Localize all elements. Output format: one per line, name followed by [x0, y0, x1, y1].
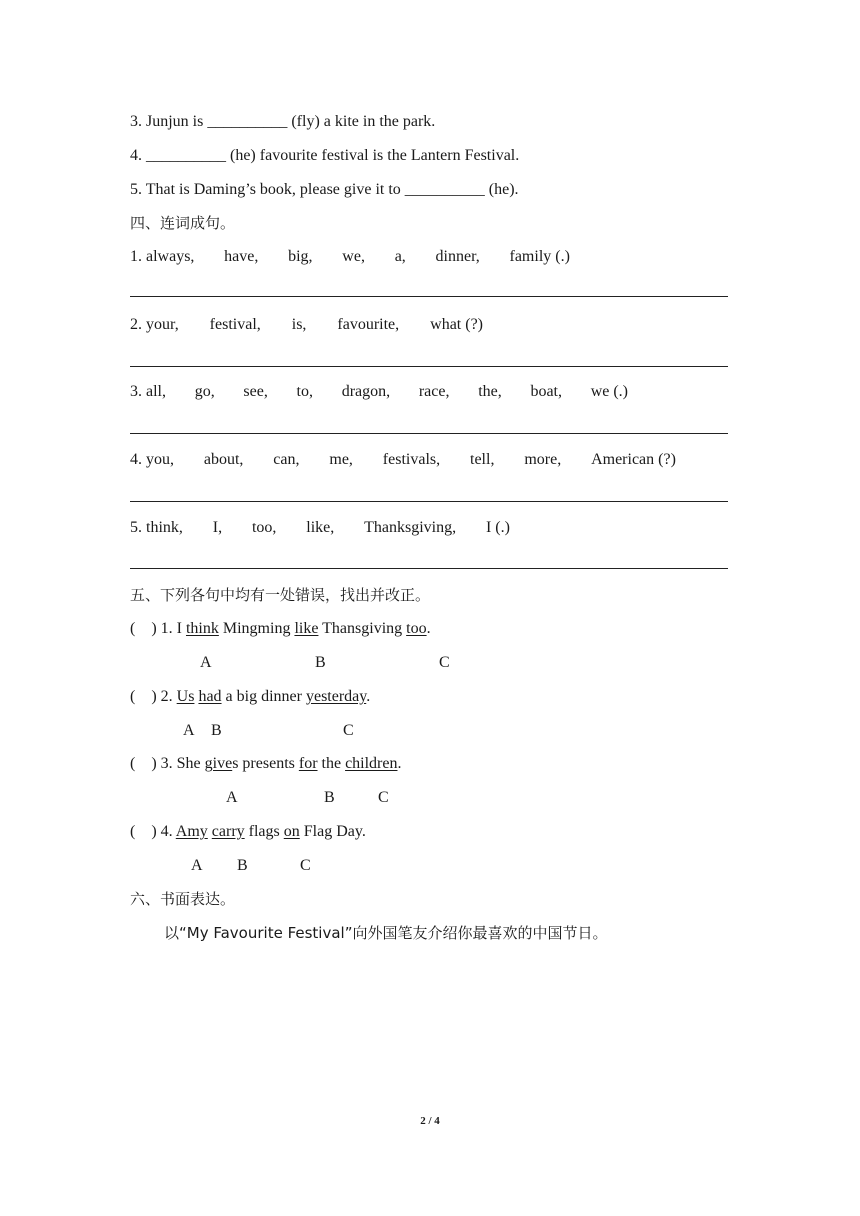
word: have,	[224, 248, 259, 265]
fill-item-text: (he).	[484, 181, 519, 198]
word: see,	[243, 383, 268, 400]
word: too,	[251, 519, 277, 536]
word-order-item-4	[130, 450, 676, 470]
underlined-option-a: think	[185, 620, 219, 637]
word: favourite,	[337, 316, 400, 333]
sentence-text: She	[176, 755, 205, 772]
error-item-3	[130, 754, 401, 774]
fill-item-5	[130, 180, 519, 200]
word: festivals,	[382, 451, 441, 468]
word: 1. always,	[130, 248, 195, 265]
answer-line[interactable]	[130, 568, 728, 569]
word: can,	[273, 451, 300, 468]
item-number: 1.	[160, 620, 173, 637]
word: American (?)	[591, 451, 676, 468]
word-order-item-2	[130, 315, 483, 335]
answer-line[interactable]	[130, 501, 728, 502]
answer-paren[interactable]: ( )	[130, 620, 157, 637]
word-order-item-3	[130, 382, 628, 402]
sentence-text: .	[397, 755, 402, 772]
answer-line[interactable]	[130, 296, 728, 297]
word: festival,	[209, 316, 261, 333]
sentence-text: the	[317, 755, 346, 772]
underlined-option-c: on	[283, 823, 300, 840]
word: we (.)	[590, 383, 628, 400]
answer-blank[interactable]: __________	[146, 147, 226, 164]
option-letter-b: B	[315, 654, 326, 671]
word: Thanksgiving,	[364, 519, 457, 536]
answer-line[interactable]	[130, 433, 728, 434]
option-letter-c: C	[343, 722, 354, 739]
sentence-text: flags	[244, 823, 284, 840]
error-item-2	[130, 687, 370, 707]
underlined-option-b: for	[298, 755, 318, 772]
option-letter-c: C	[378, 789, 389, 806]
fill-item-3	[130, 112, 435, 132]
word: dinner,	[435, 248, 480, 265]
sentence-text: I	[176, 620, 186, 637]
word: family (.)	[509, 248, 570, 265]
sentence-text: Mingming	[218, 620, 295, 637]
word: go,	[194, 383, 215, 400]
item-number: 3.	[160, 755, 173, 772]
fill-item-text: (fly) a kite in the park.	[287, 113, 436, 130]
section-4-title: 四、连词成句。	[130, 214, 236, 232]
sentence-text: .	[366, 688, 371, 705]
option-letter-c: C	[300, 857, 311, 874]
word: 4. you,	[130, 451, 174, 468]
answer-paren[interactable]: ( )	[130, 688, 157, 705]
underlined-option-a: give	[204, 755, 233, 772]
underlined-option-b: like	[294, 620, 319, 637]
word: the,	[478, 383, 502, 400]
fill-item-text: 3. Junjun is	[130, 113, 208, 130]
sentence-text: .	[426, 620, 431, 637]
answer-blank[interactable]: __________	[404, 181, 485, 198]
sentence-text: Thansgiving	[318, 620, 407, 637]
word: big,	[288, 248, 313, 265]
page-number: 2 / 4	[420, 1115, 440, 1127]
error-item-1	[130, 619, 431, 639]
fill-item-text: 5. That is Daming’s book, please give it to	[130, 181, 405, 198]
word: what (?)	[430, 316, 483, 333]
option-letter-b: B	[211, 722, 222, 739]
underlined-option-c: children	[345, 755, 398, 772]
underlined-option-a: Us	[176, 688, 195, 705]
item-number: 4.	[160, 823, 173, 840]
word-order-item-1	[130, 247, 570, 267]
word: 2. your,	[130, 316, 179, 333]
word: 3. all,	[130, 383, 166, 400]
option-letter-a: A	[191, 857, 203, 874]
option-letter-b: B	[324, 789, 335, 806]
word: I (.)	[485, 519, 510, 536]
answer-line[interactable]	[130, 366, 728, 367]
writing-prompt: 以“My Favourite Festival”向外国笔友介绍你最喜欢的中国节日。	[164, 924, 608, 942]
word: to,	[296, 383, 313, 400]
word: we,	[342, 248, 365, 265]
fill-item-4	[130, 146, 519, 166]
answer-paren[interactable]: ( )	[130, 755, 157, 772]
option-letter-b: B	[237, 857, 248, 874]
word: me,	[329, 451, 353, 468]
answer-blank[interactable]: __________	[207, 113, 288, 130]
underlined-option-c: yesterday	[305, 688, 367, 705]
word: 5. think,	[130, 519, 183, 536]
underlined-option-c: too	[406, 620, 427, 637]
word: about,	[203, 451, 244, 468]
word: I,	[212, 519, 223, 536]
underlined-option-b: had	[198, 688, 222, 705]
word: boat,	[530, 383, 562, 400]
option-letter-a: A	[200, 654, 212, 671]
item-number: 2.	[160, 688, 173, 705]
error-item-4	[130, 822, 366, 842]
underlined-option-a: Amy	[175, 823, 208, 840]
sentence-text: a big dinner	[221, 688, 306, 705]
underlined-option-b: carry	[211, 823, 245, 840]
section-5-title: 五、下列各句中均有一处错误，找出并改正。	[130, 586, 431, 604]
option-letter-a: A	[183, 722, 195, 739]
option-letter-a: A	[226, 789, 238, 806]
option-letter-c: C	[439, 654, 450, 671]
fill-item-text: (he) favourite festival is the Lantern Festival.	[226, 147, 520, 164]
word: more,	[524, 451, 562, 468]
word: race,	[418, 383, 450, 400]
word: a,	[394, 248, 406, 265]
word: tell,	[470, 451, 495, 468]
sentence-text: s presents	[232, 755, 299, 772]
answer-paren[interactable]: ( )	[130, 823, 157, 840]
word: is,	[291, 316, 307, 333]
word: dragon,	[341, 383, 391, 400]
section-6-title: 六、书面表达。	[130, 890, 236, 908]
sentence-text: Flag Day.	[299, 823, 366, 840]
word: like,	[306, 519, 335, 536]
word-order-item-5	[130, 518, 510, 538]
fill-item-text: 4.	[130, 147, 146, 164]
